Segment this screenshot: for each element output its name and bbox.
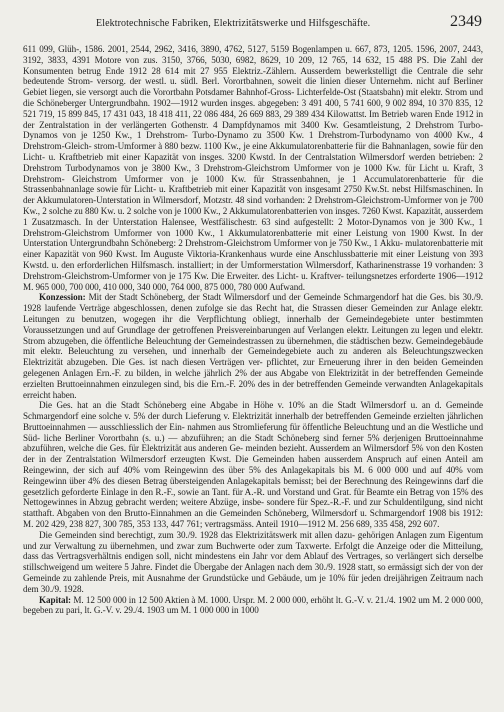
page-number: 2349 bbox=[450, 13, 482, 30]
concession-text: Mit der Stadt Schöneberg, der Stadt Wilmersdorf und der Gemeinde Schmargendorf hat die Ges. bis 30./9. 1928 laufende Verträge abgeschlossen, denen zufolge sie das Recht hat, die Strassen dieser Gemeinden zur Anlage elektr. Leitungen zu benutzen, wogegen ihr die Verpflichtung obliegt, innerhalb der Gemeindegebiete unter bestimmten Voraussetzungen und auf Grundlage der getroffenen Preisvereinbarungen auf Verlangen elektr. Leitungen zu legen und elektr. Strom abzugeben, die öffentliche Beleuchtung der Gemeindestrassen zu übernehmen, die städtischen bezw. Gemeindegebäude mit elektr. Beleuchtung zu versehen, und innerhalb der Gemeindegebiete auch zu anderen als Beleuchtungszwecken Elektrizität abzugeben. Die Ges. ist nach diesen Verträgen ver- pflichtet, zur Erneuerung ihrer in den beiden Gemeinden gelegenen Anlagen Ern.-F. zu bilden, in welche jährlich 2% der aus Abgabe von Elektrizität in der betreffenden Gemeinde erzielten Bruttoeinnahmen einzulegen sind, bis die Ern.-F. 20% des in der betreffenden Gemeinde verwandten Anlagekapitals erreicht haben. bbox=[23, 292, 483, 400]
document-body bbox=[23, 44, 483, 708]
paragraph-3: Die Ges. hat an die Stadt Schöneberg eine Abgabe in Höhe v. 10% an die Stadt Wilmersdorf u. an d. Gemeinde Schmargendorf eine solche v. 5% der durch Lieferung v. Elektrizität innerhalb der betreffenden Gemeinde erzielten jährlichen Bruttoeinnahmen — ausschliesslich der Ein- nahmen aus Stromlieferung für öffentliche Beleuchtung und an die Westliche und Süd- liche Berliner Vorortbahn (s. u.) — abzuführen; an die Stadt Schöneberg sind ferner 5% derjenigen Bruttoeinnahme abzuführen, welche die Ges. für Elektrizität aus anderen Ge- meinden bezieht. Ausserdem an Wilmersdorf 5% von den Kosten der in der Zentralstation Wilmersdorf erzeugten Kwst. Die Gemeinden haben ausserdem Anspruch auf einen Anteil am Reingewinn, der sich auf 40% vom Reingewinn des über 5% des Anlagekapitals bis M. 6 000 000 und auf 40% vom Reingewinn über 4% des diesen Betrag übersteigenden Anlagekapitals bemisst; bei der Berechnung des Reingewinns darf die gesetzlich geforderte Einlage in den R.-F., sowie an Tant. für A.-R. und Vorstand und Grat. für Beamte ein Betrag von 15% des Nettogewinnes in Abzug gebracht werden; weitere Abzüge, insbe- sondere für Spez.-R.-F. und zur Schuldentilgung, sind nicht statthaft. Abgaben von den Brutto-Einnahmen an die Gemeinden Schöneberg, Wilmersdorf u. Schmargendorf 1908 bis 1912: M. 202 429, 238 827, 300 785, 353 133, 447 761; vertragsmäss. Anteil 1910—1912 M. 256 689, 335 458, 292 607. bbox=[23, 400, 483, 530]
paragraph-2 bbox=[23, 292, 483, 400]
capital-text: M. 12 500 000 in 12 500 Aktien à M. 1000. Urspr. M. 2 000 000, erhöht lt. G.-V. v. 21./4. 1902 um M. 2 000 000, begeben zu pari, lt. G.-V. v. 29./4. 1903 um M. 1 000 000 in 1000 bbox=[23, 594, 483, 616]
capital-label: Kapital: bbox=[39, 594, 72, 605]
concession-label: Konzession: bbox=[39, 292, 86, 303]
paragraph-1: 611 099, Glüh-, 1586. 2001, 2544, 2962, 3416, 3890, 4762, 5127, 5159 Bogenlampen u. 667, 873, 1205. 1596, 2007, 2443, 3192, 3833, 4391 Motore von zus. 3150, 3766, 5030, 6982, 8629, 10 209, 12 765, 14 632, 15 488 PS. Die Zahl der Konsumenten betrug Ende 1912 28 614 mit 27 955 Elektriz.-Zählern. Ausserdem bewerkstelligt die Centrale die sehr bedeutende Strom- versorg. der westl. u. südl. Berl. Vorortbahnen, soweit die linien dieser Unternehm. nicht auf Berliner Gebiet liegen, sie versorgt auch die Vorortbahn Potsdamer Bahnhof-Gross- Lichterfelde-Ost (Staatsbahn) mit elektr. Strom und die Schöneberger Untergrundbahn. 1902—1912 wurden insges. abgegeben: 3 491 400, 5 741 600, 9 002 894, 10 370 835, 12 521 719, 15 899 845, 17 431 043, 18 418 411, 22 086 484, 26 669 883, 29 389 434 Kilowattst. Im Betrieb waren Ende 1912 in der Zentralstation in der verlängerten Gothenstr. 4 Dampfdynamos mit 3400 Kw. Gesamtleistung, 2 Drehstrom Turbo-Dynamos von je 1250 Kw., 1 Drehstrom- Turbo-Dynamo zu 3500 Kw. 1 Drehstrom-Turbodynamo von 4000 Kw., 4 Drehstrom-Gleich- strom-Umformer à 880 bezw. 1100 Kw., je eine Akkumulatorenbatterie für die Bahnanlagen, sowie für den Licht- u. Kraftbetrieb mit einer Kapazität von insges. 3200 Kwstd. In der Centralstation Wilmersdorf werden betrieben: 2 Drehstrom Turbodynamos von je 3800 Kw., 3 Drehstrom-Gleichstrom Umformer von je 1000 Kw. für Licht u. Kraft, 3 Drehstrom- Gleichstrom Umformer von je 1000 Kw. für Strassenbahnen, je 1 Accumulatorenbatterie für die Strassenbahnanlage sowie für Licht- u. Kraftbetrieb mit einer Kapazität von insgesamt 2750 Kw.St. nebst Hilfsmaschinen. In der Akkumulatoren-Unterstation in Wilmersdorf, Motzstr. 48 sind vorhanden: 2 Drehstrom-Gleichstrom-Umformer von je 700 Kw., 2 solche zu 880 Kw. u. 2 solche von je 1000 Kw., 2 Akkumulatorenbatterien von insges. 7260 Kwst. Kapazität, ausserdem 1 Zusatzmasch. In der Unterstation Halensee, Westfälischestr. 63 sind aufgestellt: 2 Motor-Dynamos von je 300 Kw., 1 Drehstrom-Gleichstrom Umformer von 1000 Kw., 1 Akkumulatorenbatterie mit einer Leistung von 1900 Kwst. In der Unterstation Untergrundbahn Schöneberg: 2 Drehstrom-Gleichstrom Umformer von je 750 Kw., 1 Akku- mulatorenbatterie mit einer Kapazität von 960 Kwst. Im Auguste Viktoria-Krankenhaus wurde eine Anschlussbatterie mit einer Leistung von 393 Kwstd. u. den erforderlichen Hilfsmasch. installiert; in der Umformerstation Wilmersdorf, Katharinenstrasse 19 vorhanden: 3 Drehstrom-Gleichstrom-Umformer von je 175 Kw. Die Erweiter. des Licht- u. Kraftver- teilungsnetzes erforderte 1906—1912 M. 965 000, 700 000, 410 000, 340 000, 764 000, 875 000, 780 000 Aufwand. bbox=[23, 44, 483, 292]
running-header: Elektrotechnische Fabriken, Elektrizitätswerke und Hilfsgeschäfte. bbox=[96, 18, 371, 29]
paragraph-5 bbox=[23, 595, 483, 617]
paragraph-4: Die Gemeinden sind berechtigt, zum 30./9. 1928 das Elektrizitätswerk mit allen dazu- gehörigen Anlagen zum Eigentum und zur Verwaltung zu übernehmen, und zwar zum Buchwerte oder zum Taxwerte. Erfolgt die Anzeige oder die Mitteilung, dass das Vertragsverhältnis endigen soll, nicht mindestens ein Jahr vor dem Ablauf des Vertrages, so verlängert sich derselbe stillschweigend um weitere 5 Jahre. Findet die Übergabe der Anlagen nach dem 30./9. 1928 statt, so ermässigt sich der von der Gemeinde zu zahlende Preis, mit Ausnahme der Grundstücke und Gebäude, um je 10% für jeden dreijährigen Zeitraum nach dem 30./9. 1928. bbox=[23, 529, 483, 594]
